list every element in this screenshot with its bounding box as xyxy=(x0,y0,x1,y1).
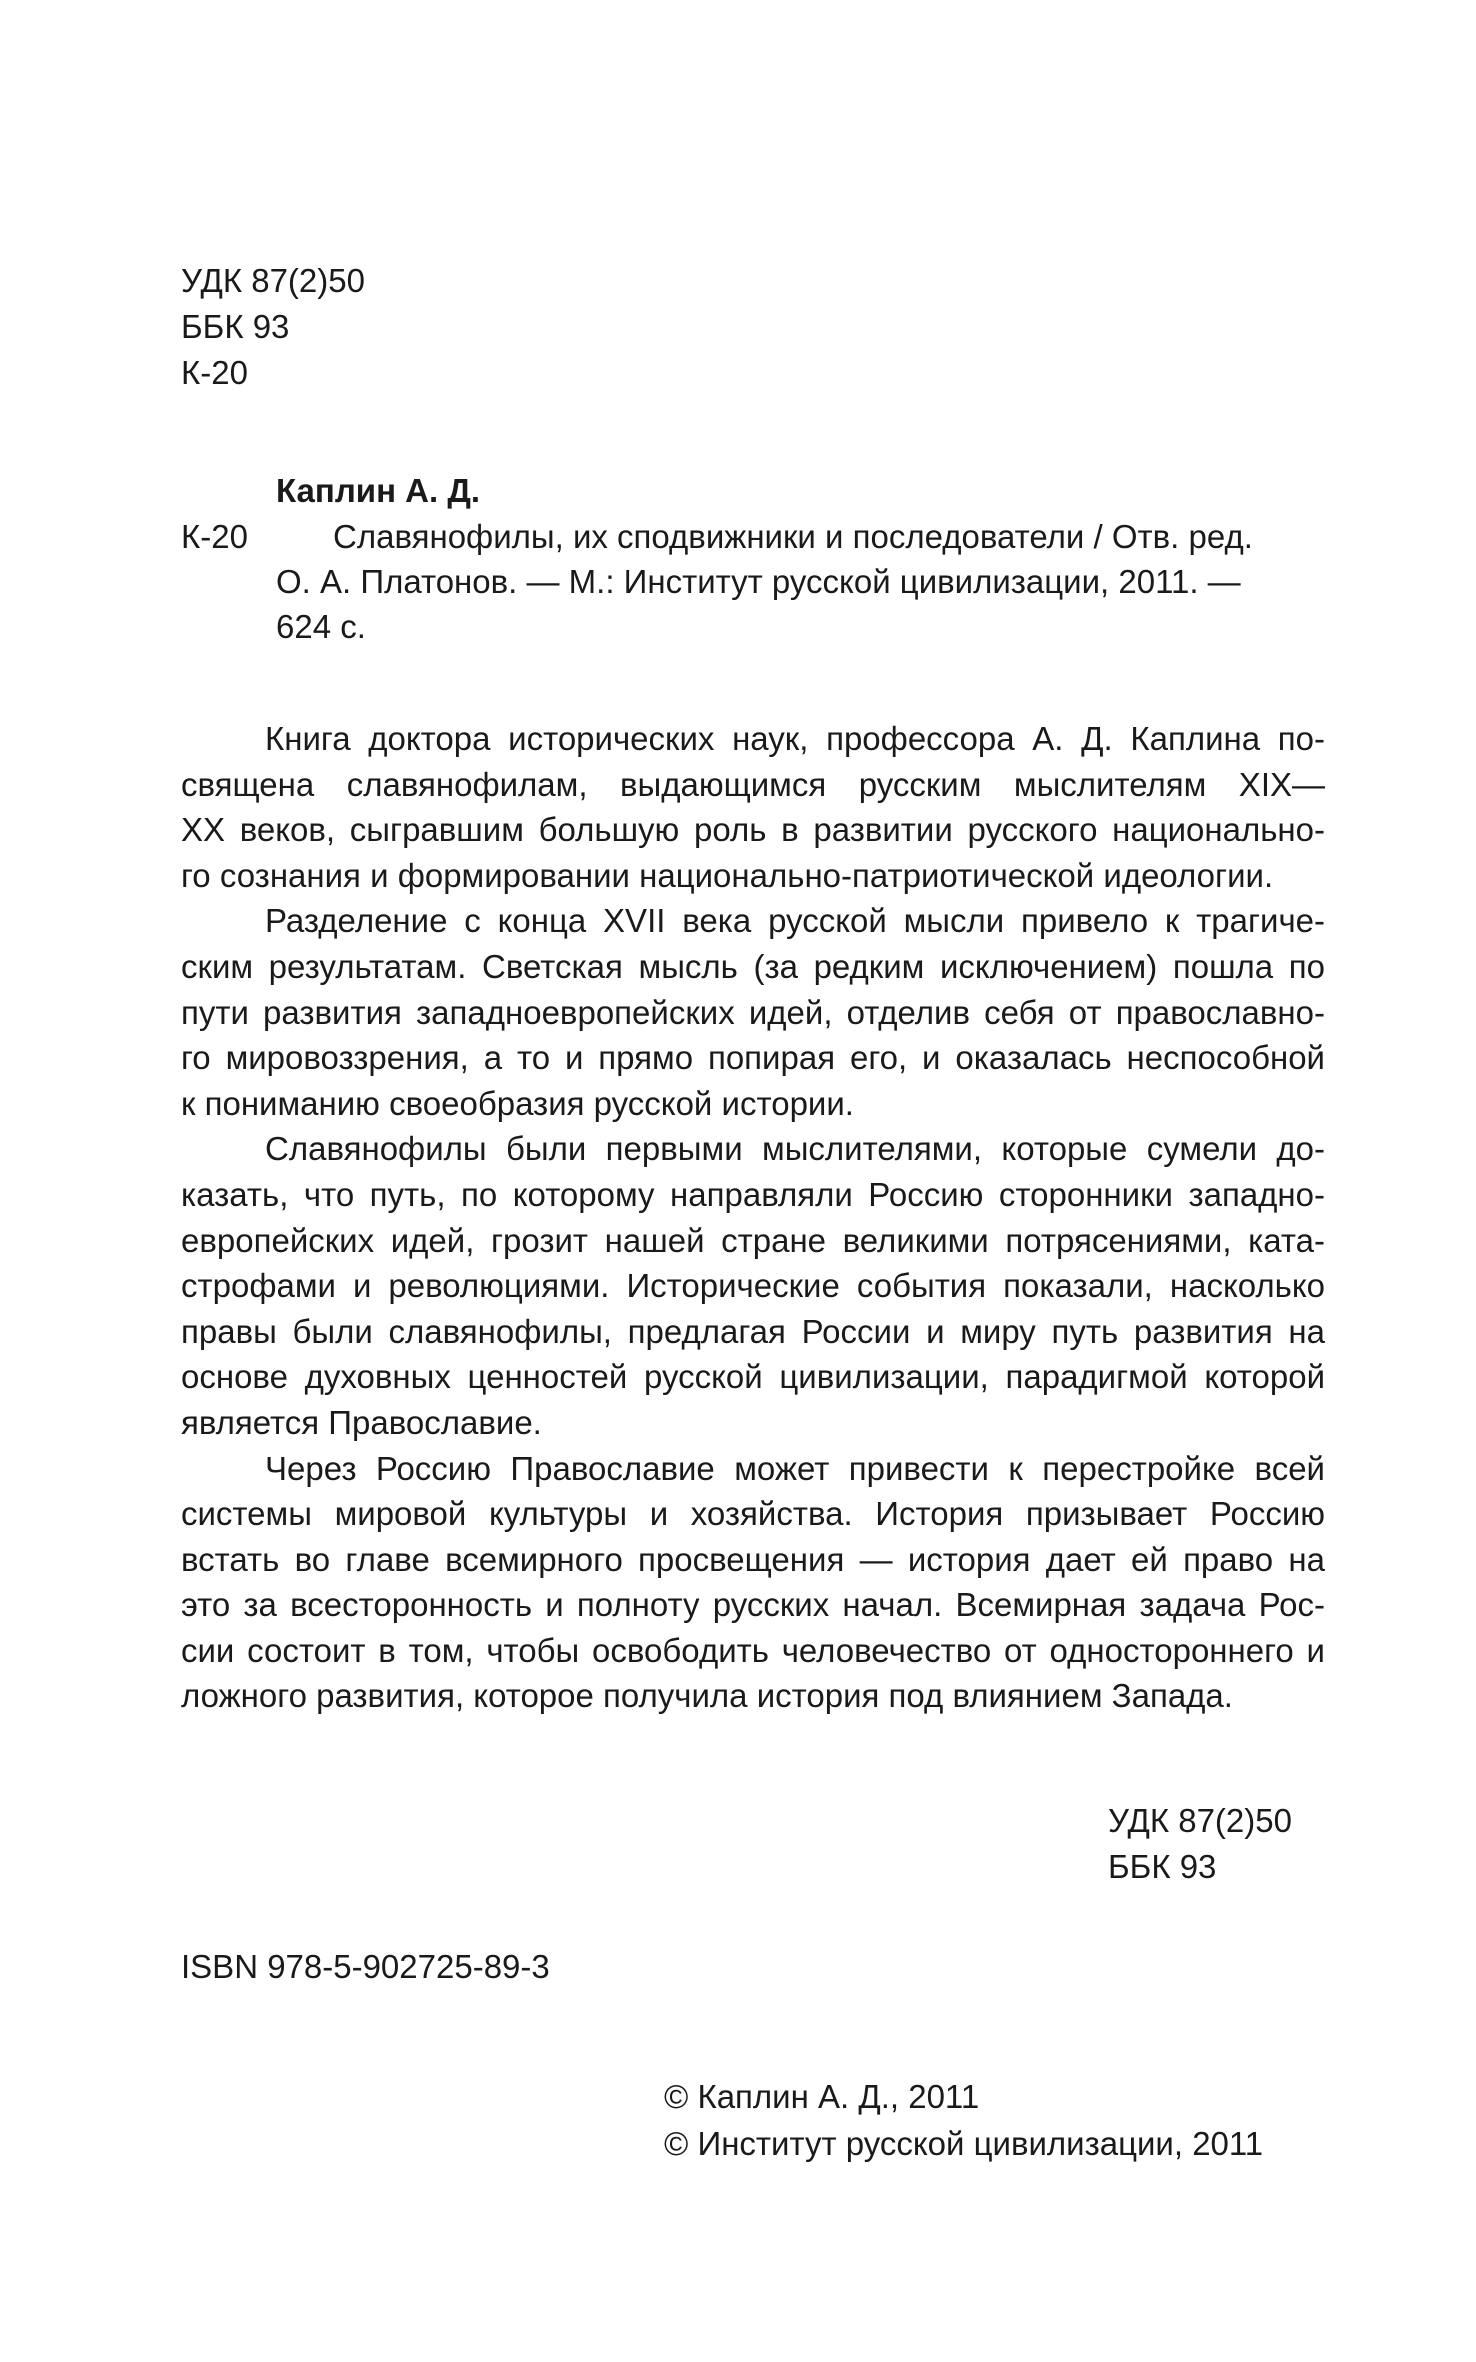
udk-code: УДК 87(2)50 xyxy=(181,262,365,299)
paragraph-line: го сознания и формировании национально-патриотической идеологии. xyxy=(181,856,1274,894)
paragraph-line: ским результатам. Светская мысль (за редким исключением) пошла по xyxy=(181,947,1325,985)
bbk-code: ББК 93 xyxy=(181,308,290,345)
isbn: ISBN 978-5-902725-89-3 xyxy=(181,1948,550,1985)
paragraph-line: основе духовных ценностей русской цивилизации, парадигмой которой xyxy=(181,1358,1325,1396)
entry-author: Каплин А. Д. xyxy=(276,472,481,509)
paragraph-line: это за всесторонность и полноту русских начал. Всемирная задача Рос- xyxy=(181,1586,1325,1624)
annotation-paragraph xyxy=(181,716,1325,898)
paragraph-line: правы были славянофилы, предлагая России и миру путь развития на xyxy=(181,1312,1325,1350)
entry-line: О. А. Платонов. — М.: Институт русской цивилизации, 2011. — xyxy=(276,563,1241,600)
entry-author-mark: К-20 xyxy=(181,518,248,555)
paragraph-line: Через Россию Православие может привести к перестройке всей xyxy=(265,1449,1325,1487)
paragraph-line: XX веков, сыгравшим большую роль в развитии русского национально- xyxy=(181,811,1325,849)
paragraph-line: священа славянофилам, выдающимся русским мыслителям XIX— xyxy=(181,765,1325,803)
paragraph-line: строфами и революциями. Исторические события показали, насколько xyxy=(181,1267,1325,1305)
paragraph-line: является Православие. xyxy=(181,1403,542,1441)
catalog-codes-top xyxy=(181,258,365,396)
annotation-paragraph xyxy=(181,1446,1325,1720)
paragraph-line: сии состоит в том, чтобы освободить человечество от одностороннего и xyxy=(181,1631,1325,1669)
paragraph-line: ложного развития, которое получила история под влиянием Запада. xyxy=(181,1677,1233,1715)
annotation-paragraph xyxy=(181,898,1325,1126)
paragraph-line: го мировоззрения, а то и прямо попирая его, и оказалась неспособной xyxy=(181,1039,1325,1077)
paragraph-line: Книга доктора исторических наук, профессора А. Д. Каплина по- xyxy=(265,720,1325,757)
annotation xyxy=(181,716,1325,1719)
annotation-paragraph xyxy=(181,1126,1325,1445)
paragraph-line: европейских идей, грозит нашей стране великими потрясениями, ката- xyxy=(181,1221,1325,1259)
paragraph-line: казать, что путь, по которому направляли Россию сторонники западно- xyxy=(181,1175,1325,1213)
entry-line: Славянофилы, их сподвижники и последователи / Отв. ред. xyxy=(333,518,1253,555)
catalog-codes-bottom xyxy=(1108,1798,1292,1890)
copyright-publisher: © Институт русской цивилизации, 2011 xyxy=(664,2125,1264,2162)
paragraph-line: системы мировой культуры и хозяйства. История призывает Россию xyxy=(181,1495,1325,1533)
copyright-block xyxy=(664,2073,1263,2167)
entry-line: 624 с. xyxy=(276,608,366,645)
paragraph-line: встать во главе всемирного просвещения — история дает ей право на xyxy=(181,1540,1325,1578)
paragraph-line: к пониманию своеобразия русской истории. xyxy=(181,1084,854,1122)
paragraph-line: пути развития западноевропейских идей, отделив себя от православно- xyxy=(181,993,1325,1031)
bbk-code: ББК 93 xyxy=(1108,1848,1217,1885)
copyright-author: © Каплин А. Д., 2011 xyxy=(664,2078,980,2115)
udk-code: УДК 87(2)50 xyxy=(1108,1802,1292,1839)
paragraph-line: Разделение с конца XVII века русской мысли привело к трагиче- xyxy=(265,902,1325,940)
paragraph-line: Славянофилы были первыми мыслителями, которые сумели до- xyxy=(265,1130,1325,1168)
author-mark: К-20 xyxy=(181,354,248,391)
